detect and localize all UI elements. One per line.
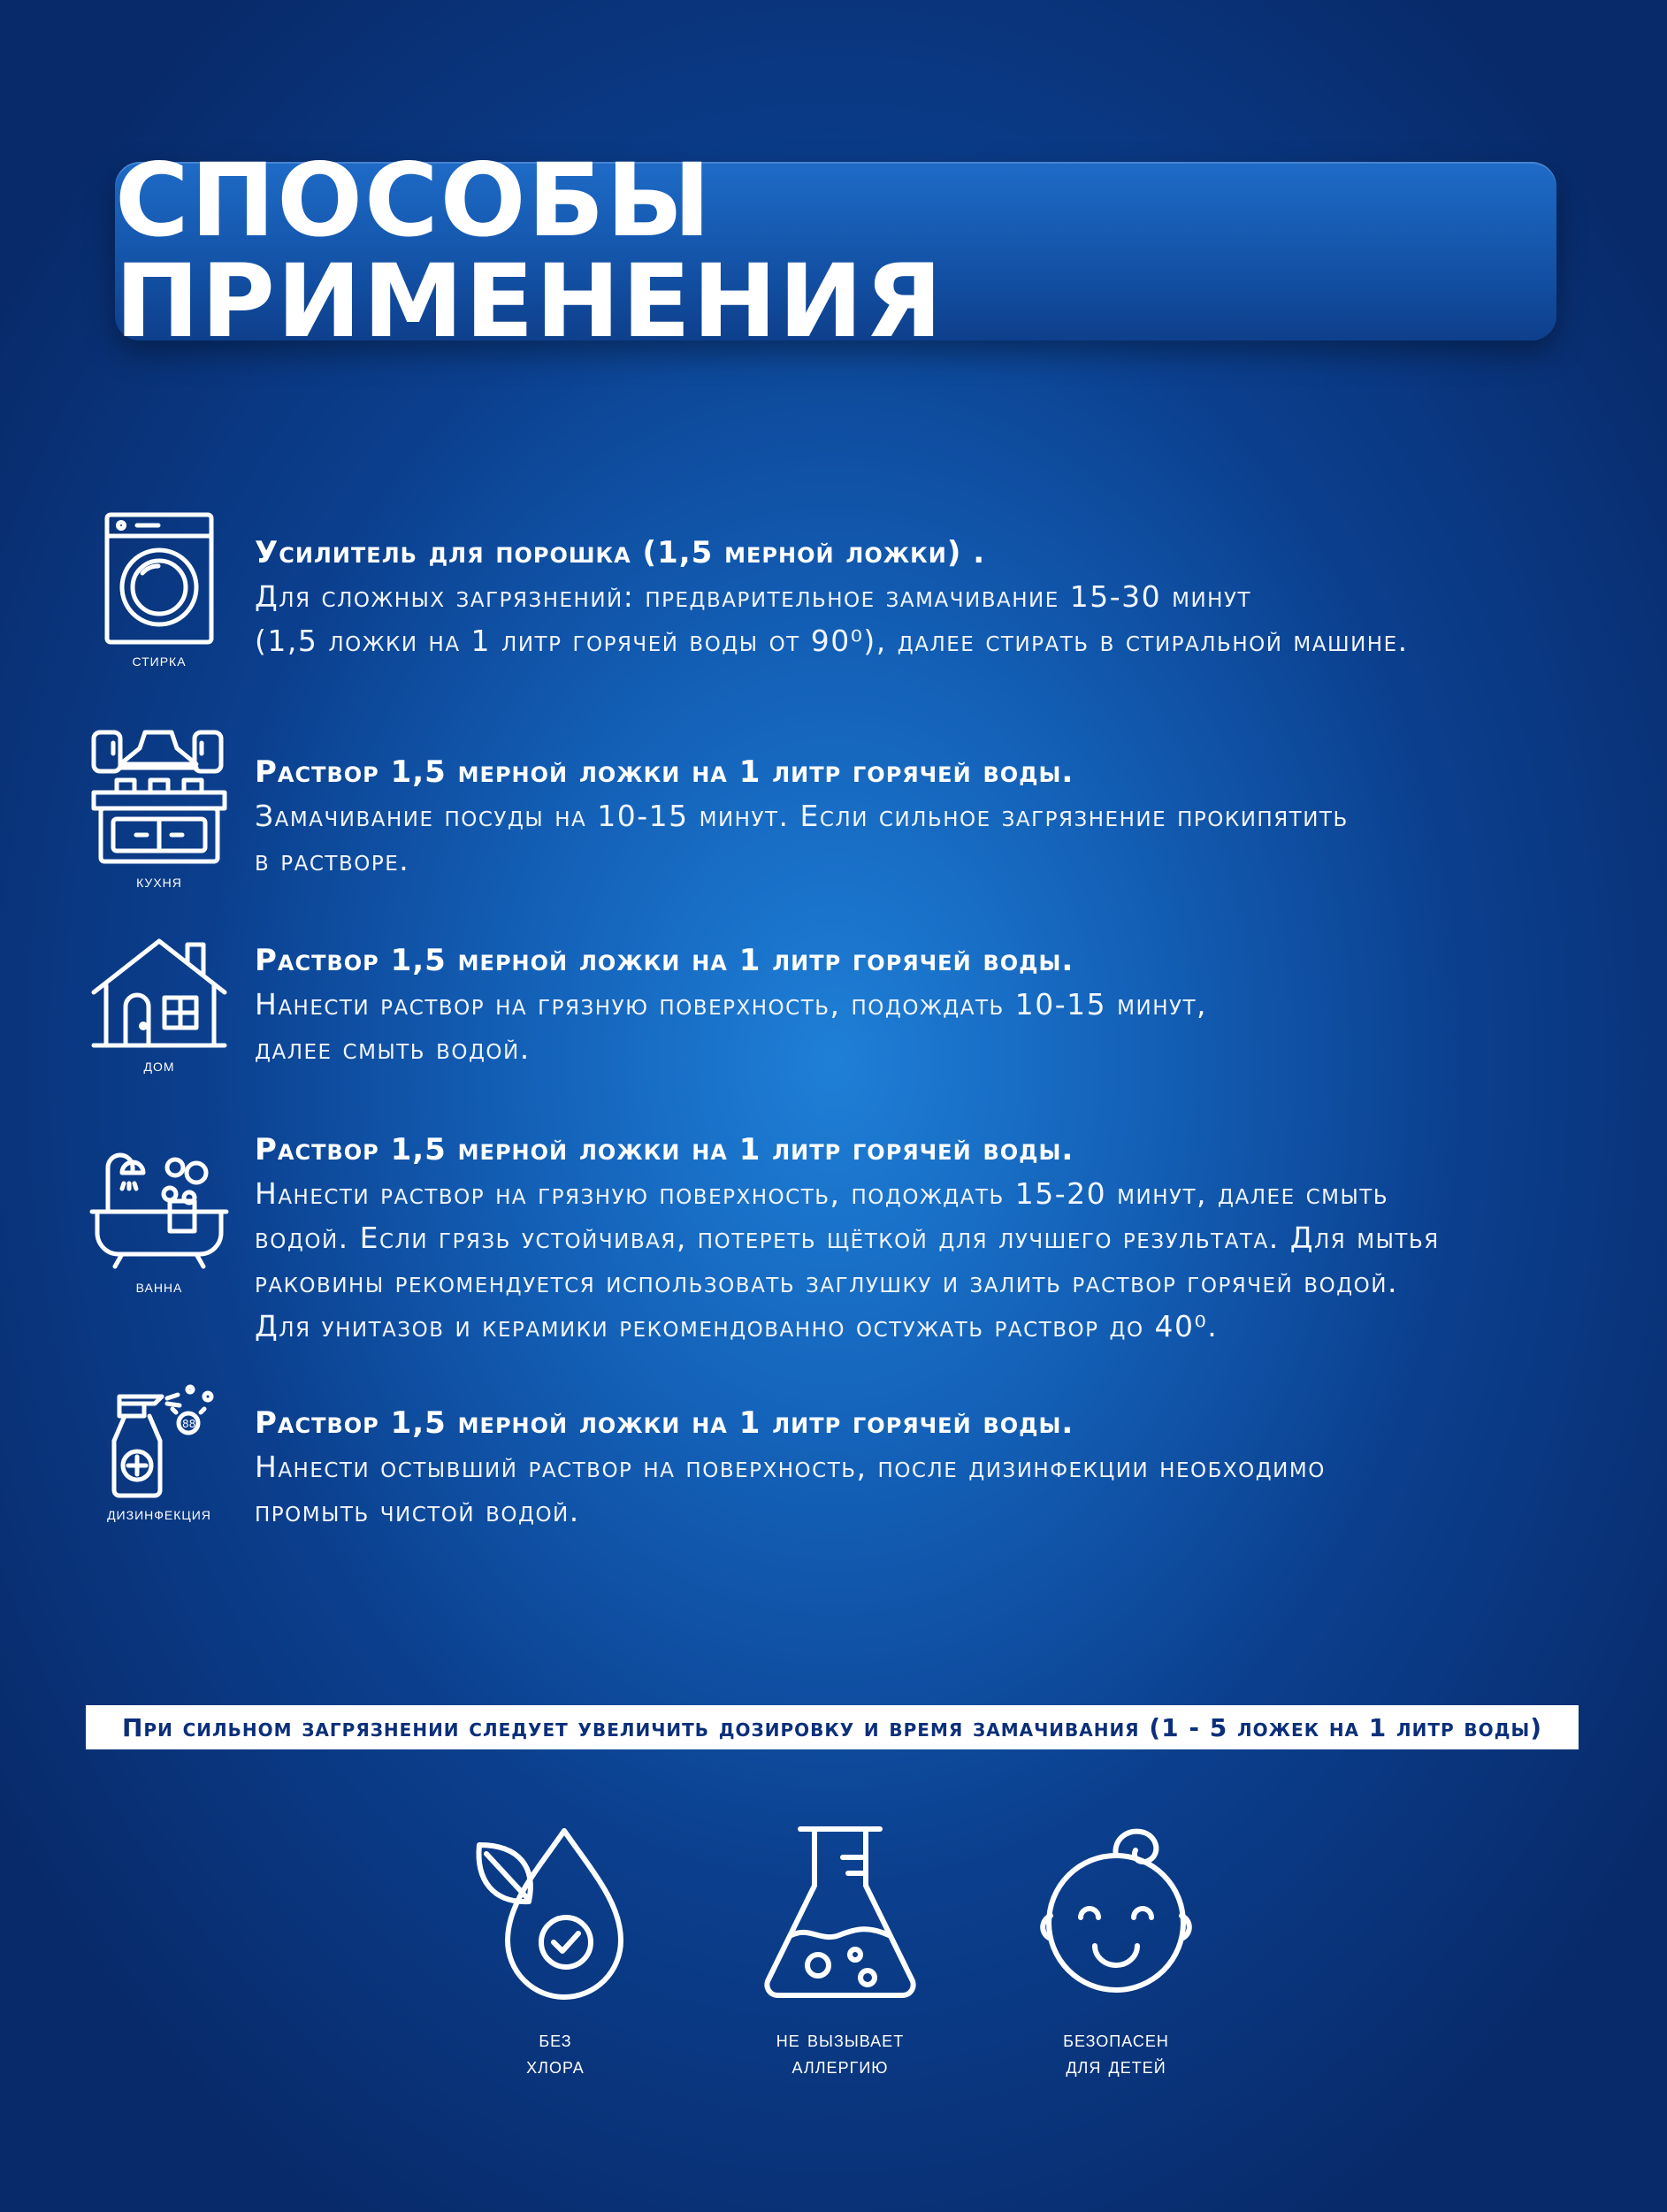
badge-label-line: для детей	[1066, 2052, 1166, 2078]
baby-face-icon	[1028, 1822, 1204, 2008]
badge-no-chlorine	[449, 1822, 661, 2078]
usage-text	[255, 531, 1599, 663]
usage-line: раковины рекомендуется использовать заглушку и залить раствор горячей водой.	[255, 1265, 1398, 1299]
usage-line: Для сложных загрязнений: предварительное замачивание 15-30 минут	[255, 579, 1252, 614]
usage-line: водой. Если грязь устойчивая, потереть щёткой для лучшего результата. Для мытья	[255, 1221, 1440, 1255]
usage-line: в растворе.	[255, 843, 410, 877]
flask-icon	[756, 1822, 924, 2008]
kitchen-icon-box	[84, 727, 234, 892]
usage-text	[255, 1128, 1599, 1349]
usage-line: Замачивание посуды на 10-15 минут. Если сильное загрязнение прокипятить	[255, 799, 1349, 833]
home-icon-box	[84, 936, 234, 1076]
usage-line: Нанести остывший раствор на поверхность, после дизинфекции необходимо	[255, 1450, 1326, 1484]
laundry-icon-box	[84, 511, 234, 671]
kitchen-icon	[88, 727, 230, 867]
usage-line: Для унитазов и керамики рекомендованно остужать раствор до 40⁰.	[255, 1309, 1219, 1343]
drop-leaf-check-icon	[467, 1822, 644, 2008]
washing-machine-icon	[102, 511, 217, 646]
usage-text	[255, 938, 1599, 1071]
usage-line: промыть чистой водой.	[255, 1494, 580, 1528]
badge-label	[1010, 2025, 1222, 2078]
dosage-note-bar	[86, 1705, 1579, 1749]
usage-line: далее смыть водой.	[255, 1031, 531, 1066]
usage-line: (1,5 ложки на 1 литр горячей воды от 90⁰), далее стирать в стиральной машине.	[255, 624, 1409, 658]
badge-child-safe	[1010, 1822, 1222, 2078]
usage-text	[255, 750, 1599, 883]
usage-title: Раствор 1,5 мерной ложки на 1 литр горячей воды.	[255, 1132, 1074, 1167]
badge-label-line: не вызывает	[776, 2025, 905, 2052]
page-title: СПОСОБЫ ПРИМЕНЕНИЯ	[115, 142, 944, 360]
spray-bottle-icon	[93, 1384, 226, 1499]
usage-title: Раствор 1,5 мерной ложки на 1 литр горячей воды.	[255, 754, 1074, 790]
usage-title: Раствор 1,5 мерной ложки на 1 литр горячей воды.	[255, 1405, 1074, 1441]
icon-caption: дизинфекция	[107, 1504, 211, 1524]
badge-label	[449, 2025, 661, 2078]
icon-caption: дом	[143, 1056, 175, 1075]
icon-caption: кухня	[136, 872, 182, 892]
svg-text:88: 88	[182, 1418, 196, 1430]
usage-line: Нанести раствор на грязную поверхность, подождать 10-15 минут,	[255, 987, 1208, 1022]
usage-title: Раствор 1,5 мерной ложки на 1 литр горячей воды.	[255, 943, 1074, 978]
badge-label-line: аллергию	[791, 2052, 889, 2078]
usage-title: Усилитель для порошка (1,5 мерной ложки) .	[255, 535, 986, 570]
badge-no-allergy	[734, 1822, 946, 2078]
bath-icon-box	[84, 1148, 234, 1297]
badge-label	[734, 2025, 946, 2078]
usage-text	[255, 1401, 1599, 1534]
disinfection-icon-box	[84, 1384, 234, 1525]
icon-caption: ванна	[135, 1277, 183, 1297]
house-icon	[90, 936, 228, 1051]
usage-line: Нанести раствор на грязную поверхность, подождать 15-20 минут, далее смыть	[255, 1176, 1389, 1211]
title-banner	[115, 142, 1556, 360]
bathtub-icon	[88, 1148, 230, 1272]
badge-label-line: хлора	[526, 2052, 585, 2078]
icon-caption: стирка	[132, 651, 187, 670]
dosage-note: При сильном загрязнении следует увеличить дозировку и время замачивания (1 - 5 ложек на 1 литр воды)	[121, 1712, 1542, 1742]
badge-label-line: безопасен	[1063, 2025, 1169, 2052]
badge-label-line: без	[539, 2025, 572, 2052]
